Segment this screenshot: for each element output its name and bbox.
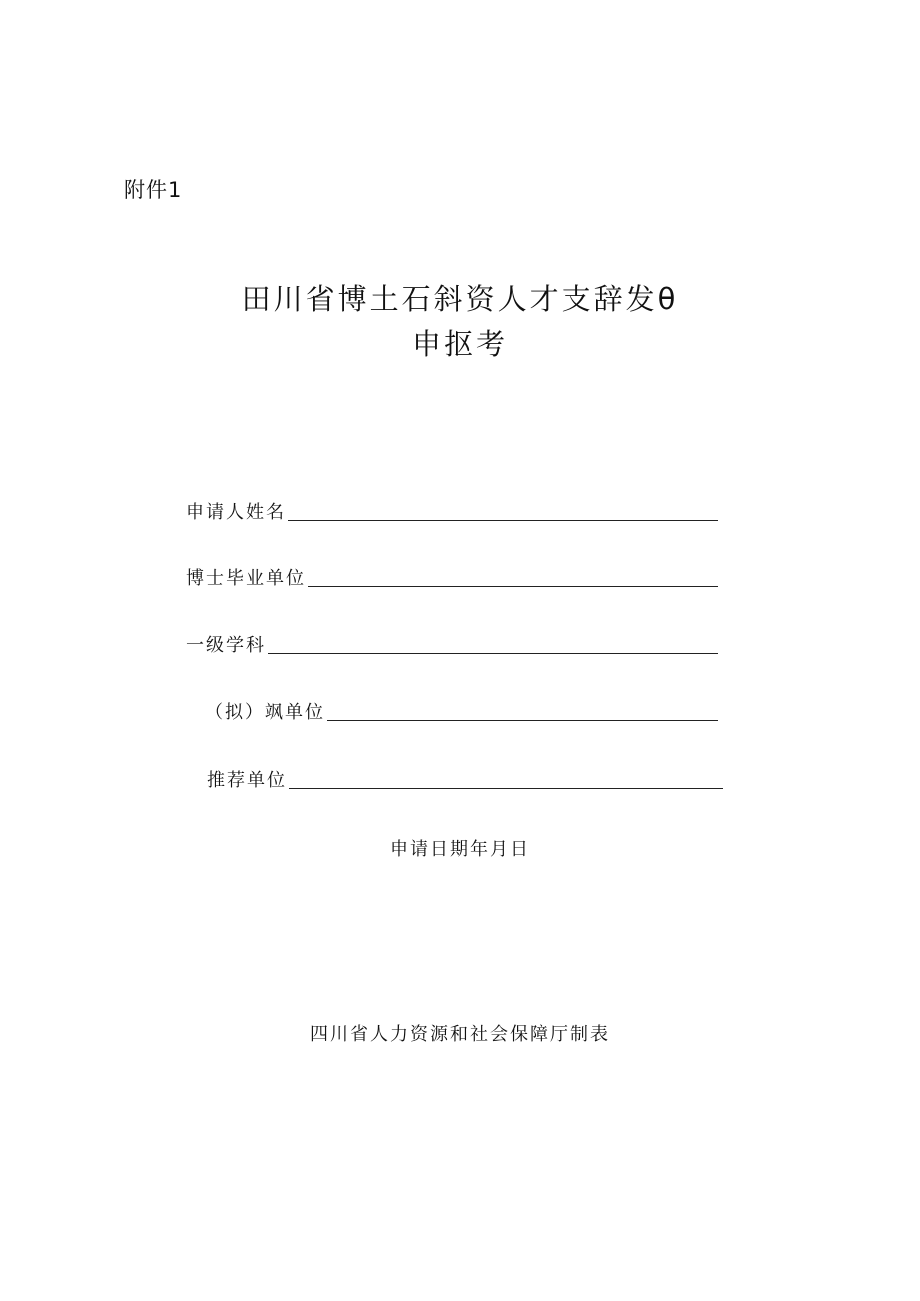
applicant-name-field[interactable]	[186, 494, 718, 524]
recommending-unit-label: 推荐单位	[207, 770, 287, 791]
first-level-discipline-label: 一级学科	[186, 635, 266, 656]
recommending-unit-blank[interactable]	[289, 788, 723, 789]
intended-unit-blank[interactable]	[327, 720, 718, 721]
intended-unit-field[interactable]	[205, 694, 718, 724]
application-date-line: 申请日期年月日	[390, 839, 530, 860]
first-level-discipline-blank[interactable]	[268, 653, 718, 654]
first-level-discipline-field[interactable]	[186, 627, 718, 657]
issuer-line: 四川省人力资源和社会保障厅制表	[310, 1024, 610, 1045]
applicant-name-blank[interactable]	[288, 520, 718, 521]
doctoral-graduation-unit-blank[interactable]	[308, 586, 718, 587]
document-title-line-1: 田川省博土石斜资人才支辞发θ	[241, 282, 679, 316]
intended-unit-label: （拟）飒单位	[205, 702, 325, 723]
document-title-line-2: 申抠考	[411, 327, 508, 361]
recommending-unit-field[interactable]	[207, 762, 723, 792]
attachment-label: 附件1	[124, 178, 183, 202]
doctoral-graduation-unit-label: 博士毕业单位	[186, 568, 306, 589]
applicant-name-label: 申请人姓名	[186, 502, 286, 523]
doctoral-graduation-unit-field[interactable]	[186, 560, 718, 590]
